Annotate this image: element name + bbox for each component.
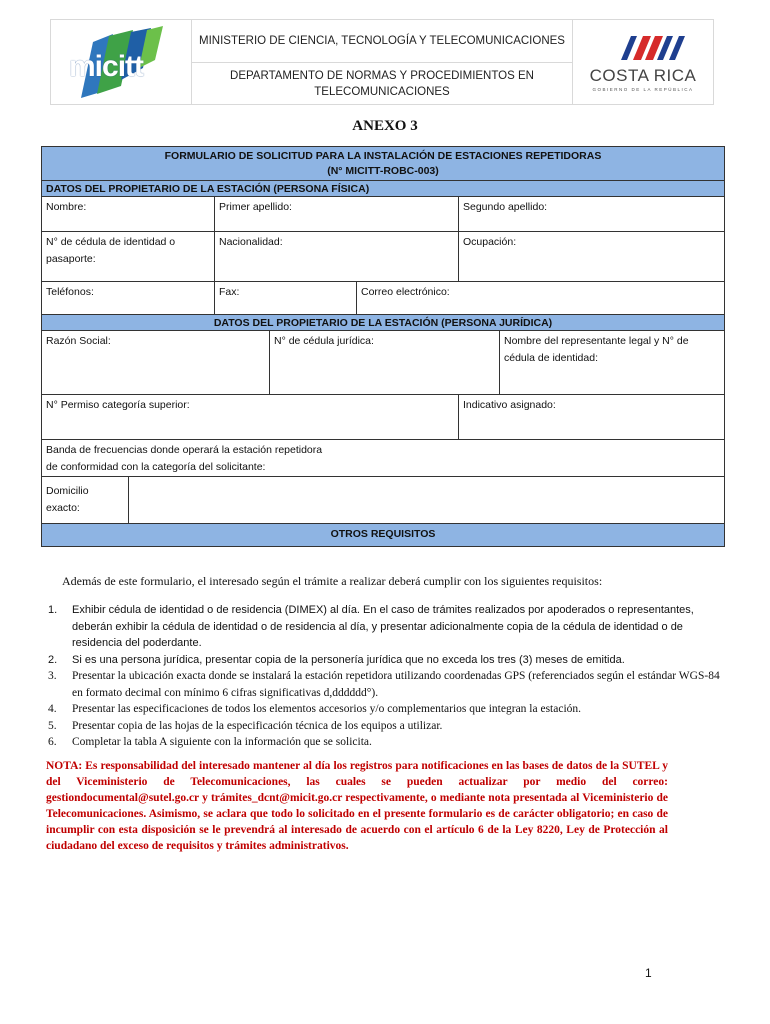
requirements-list: [48, 602, 728, 751]
costa-rica-logo: [572, 20, 713, 104]
representante-field[interactable]: Nombre del representante legal y N° de cédula de identidad:: [499, 331, 724, 394]
list-item: 3. Presentar la ubicación exacta donde se instalará la estación repetidora utilizando coordenadas GPS (referenciados según el estándar WGS-84 en formato decimal con mínimo 6 cifras significativas d,dddddd°).: [48, 670, 720, 699]
domicilio-input[interactable]: [128, 477, 724, 523]
nota-paragraph: NOTA: Es responsabilidad del interesado mantener al día los registros para notificaciones en las bases de datos de la SUTEL y del Viceministerio de Telecomunicaciones, las cuales se pueden actualizar por medio del correo: gestiondocumental@sutel.go.cr y trámites_dcnt@micit.go.cr respectivamente, o mediante nota presentada al Viceministerio de Telecomunicaciones. Asimismo, se aclara que todo lo solicitado en el presente formulario es de carácter obligatorio; en caso de incumplir con esta disposición se le prevendrá al interesado de acuerdo con el artículo 6 de la Ley 8220, Ley de Protección al ciudadano del exceso de requisitos y trámites administrativos.: [46, 760, 668, 852]
domicilio-row: [42, 477, 724, 524]
telefonos-row: [42, 282, 724, 315]
department-name: DEPARTAMENTO DE NORMAS Y PROCEDIMIENTOS EN TELECOMUNICACIONES: [230, 69, 534, 98]
micitt-logo-text: micitt: [69, 50, 144, 83]
segundo-apellido-field[interactable]: Segundo apellido:: [458, 197, 724, 231]
solicitud-form: [41, 146, 725, 547]
nombre-row: [42, 197, 724, 232]
razon-social-field[interactable]: Razón Social:: [46, 335, 111, 347]
cedula-juridica-field[interactable]: N° de cédula jurídica:: [269, 331, 499, 394]
anexo-title: ANEXO 3: [352, 118, 418, 134]
micitt-logo: [51, 20, 192, 104]
indicativo-field[interactable]: Indicativo asignado:: [458, 395, 724, 439]
domicilio-label: Domicilio exacto:: [46, 485, 89, 514]
fax-field[interactable]: Fax:: [214, 282, 356, 314]
header-titles: [192, 20, 572, 104]
cedula-field[interactable]: N° de cédula de identidad o pasaporte:: [46, 236, 176, 265]
list-item: 1. Exhibir cédula de identidad o de residencia (DIMEX) al día. En el caso de trámites realizados por apoderados o representantes, deberán exhibir la cédula de identidad o de residencia al día, y presentar adicionalmente copia de la cédula de identidad o de residencia del poderdante.: [48, 604, 694, 649]
cedula-row: [42, 232, 724, 282]
fisica-header: DATOS DEL PROPIETARIO DE LA ESTACIÓN (PERSONA FÍSICA): [46, 183, 370, 195]
ocupacion-field[interactable]: Ocupación:: [458, 232, 724, 281]
fisica-header-row: [42, 181, 724, 197]
nombre-field[interactable]: Nombre:: [46, 201, 87, 213]
list-item: 6. Completar la tabla A siguiente con la información que se solicita.: [48, 736, 372, 748]
permiso-row: [42, 395, 724, 440]
document-header: [50, 19, 714, 105]
juridica-header-row: [42, 315, 724, 331]
list-item: 2. Si es una persona jurídica, presentar copia de la personería jurídica que no exceda los tres (3) meses de emitida.: [48, 653, 625, 666]
permiso-field[interactable]: N° Permiso categoría superior:: [46, 399, 190, 411]
gobierno-text: GOBIERNO DE LA REPÚBLICA: [592, 87, 694, 92]
ministry-name: MINISTERIO DE CIENCIA, TECNOLOGÍA Y TELECOMUNICACIONES: [192, 20, 572, 63]
list-item: 4. Presentar las especificaciones de todos los elementos accesorios y/o complementarios que integran la estación.: [48, 703, 582, 715]
otros-header: OTROS REQUISITOS: [330, 528, 436, 540]
nacionalidad-field[interactable]: Nacionalidad:: [214, 232, 458, 281]
banda-field[interactable]: Banda de frecuencias donde operará la estación repetidora de conformidad con la categoría del solicitante:: [46, 444, 323, 473]
intro-text: Además de este formulario, el interesado según el trámite a realizar deberá cumplir con los siguientes requisitos:: [62, 574, 603, 588]
costa-rica-text: COSTA RICA: [589, 66, 697, 85]
correo-field[interactable]: Correo electrónico:: [356, 282, 724, 314]
banda-row: [42, 440, 724, 477]
form-title-row: [42, 147, 724, 181]
juridica-header: DATOS DEL PROPIETARIO DE LA ESTACIÓN (PERSONA JURÍDICA): [213, 317, 553, 329]
razon-social-row: [42, 331, 724, 395]
primer-apellido-field[interactable]: Primer apellido:: [214, 197, 458, 231]
list-item: 5. Presentar copia de las hojas de la especificación técnica de los equipos a utilizar.: [48, 719, 443, 732]
otros-header-row: [42, 524, 724, 546]
page-number: 1: [645, 966, 652, 980]
telefonos-field[interactable]: Teléfonos:: [46, 286, 94, 298]
form-title: FORMULARIO DE SOLICITUD PARA LA INSTALACIÓN DE ESTACIONES REPETIDORAS (N° MICITT-ROBC-003): [164, 150, 602, 177]
